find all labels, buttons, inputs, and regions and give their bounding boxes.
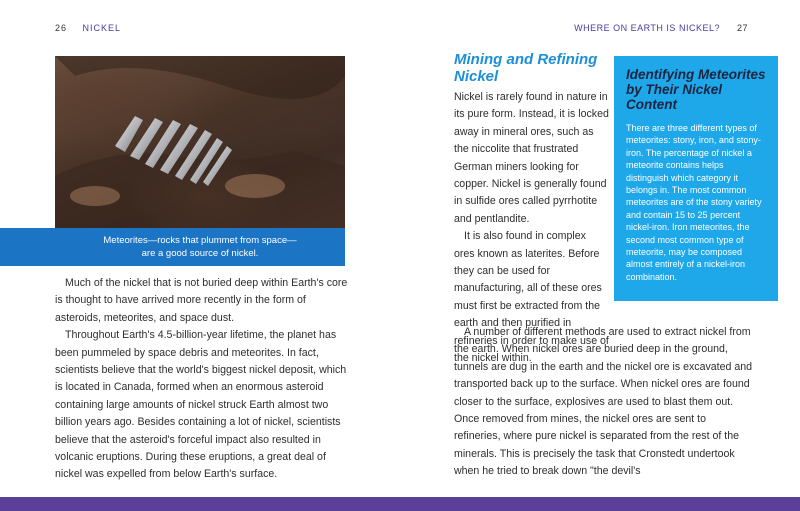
- left-running-title: NICKEL: [82, 23, 122, 33]
- paragraph: Nickel is rarely found in nature in its pure form. Instead, it is locked away in mineral ores, such as the niccolite that frustrated German miners looking for copper. Nickel is generally found in sulfide ores called pyrrhotite and pentlandite.: [454, 91, 609, 225]
- right-page-number: 27: [736, 23, 748, 33]
- photo-caption: [0, 228, 345, 266]
- caption-line: Meteorites—rocks that plummet from space—: [103, 235, 297, 246]
- paragraph: A number of different methods are used to extract nickel from the earth. When nickel ores are buried deep in the ground, tunnels are dug in the earth and the nickel ore is excavated and transported back up to the surface. When nickel ores are found closer to the surface, explosives are used to blast them out. Once removed from mines, the nickel ores are sent to refineries, where pure nickel is separated from the rest of the minerals. This is precisely the task that Cronstedt undertook when he tried to break down "the devil's: [454, 326, 753, 478]
- paragraph: Throughout Earth's 4.5-billion-year lifetime, the planet has been pummeled by space debris and meteorites. In fact, scientists believe that the world's biggest nickel deposit, which is located in Canada, formed when an enormous asteroid containing large amounts of nickel struck Earth almost two billion years ago. Besides containing a lot of nickel, scientists believe that the asteroid's forceful impact also resulted in volcanic eruptions. During these eruptions, a great deal of nickel was expelled from below Earth's surface.: [55, 329, 347, 481]
- section-heading: [454, 51, 619, 85]
- caption-line: are a good source of nickel.: [141, 248, 259, 259]
- sidebar-heading: Identifying Meteorites by Their Nickel Content: [626, 67, 766, 112]
- left-page-number: 26: [55, 23, 68, 33]
- footer-bar: [0, 497, 800, 511]
- heading-line: Nickel: [454, 68, 499, 85]
- heading-line: Mining and Refining: [454, 51, 598, 68]
- paragraph: It is also found in complex ores known as laterites. Before they can be used for manufacturing, all of these ores must first be extracted from the earth and then purified in refineries in order to make use of the nickel within.: [454, 230, 609, 365]
- sidebar-text: There are three different types of meteorites: stony, iron, and stony-iron. The percentage of nickel a meteorite contains helps distinguish which category it belongs in. The most common meteorites are of the stony variety and contain 15 to 25 percent nickel-iron. Iron meteorites, the second most common type of meteorite, may be composed almost entirely of a nickel-iron combination.: [626, 123, 762, 282]
- sidebar-box: [614, 56, 778, 301]
- meteorite-photo: [55, 56, 345, 228]
- paragraph: Much of the nickel that is not buried deep within Earth's core is thought to have arrived more recently in the form of asteroids, meteorites, and space dust.: [55, 277, 348, 324]
- right-running-title: WHERE ON EARTH IS NICKEL?: [574, 23, 720, 33]
- right-body-text: [454, 324, 754, 481]
- left-body-text: [55, 275, 350, 484]
- meteorite-illustration: [55, 56, 345, 228]
- right-page-header: [574, 23, 748, 33]
- left-page-header: [55, 23, 121, 33]
